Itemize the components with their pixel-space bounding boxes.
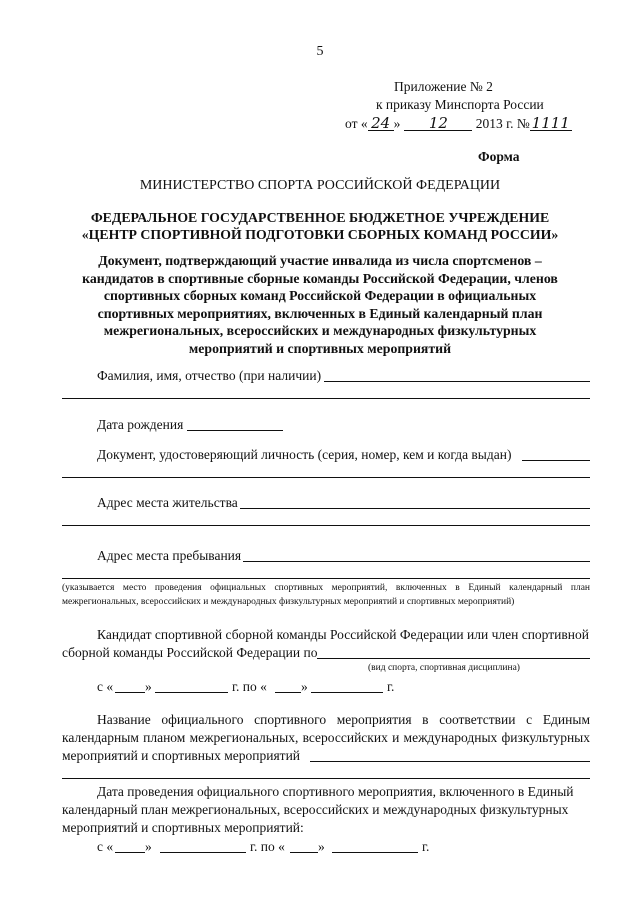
date-prefix: от « [345,116,368,131]
full-name-label: Фамилия, имя, отчество (при наличии) [97,368,322,383]
event-to-prefix: г. по « [250,839,285,854]
institution-line-2: «ЦЕНТР СПОРТИВНОЙ ПОДГОТОВКИ СБОРНЫХ КОМАНД РОССИИ» [81,227,559,242]
institution-line-1: ФЕДЕРАЛЬНОЕ ГОСУДАРСТВЕННОЕ БЮДЖЕТНОЕ УЧРЕЖДЕНИЕ [90,210,550,225]
date-quote: » [393,116,401,131]
full-name-field-continued[interactable] [62,398,590,399]
event-name-field-continued[interactable] [62,778,590,779]
event-from-quote: » [145,839,152,854]
sport-discipline-caption: (вид спорта, спортивная дисциплина) [368,663,520,673]
event-to-month-field[interactable] [332,852,418,853]
date-day: 24 [368,116,394,131]
event-name-line-1: Название официального спортивного мероприятия в соответствии с Единым [97,712,590,727]
candidate-line-1: Кандидат спортивной сборной команды Российской Федерации или член спортивной [97,627,589,642]
full-name-field[interactable] [324,381,590,382]
event-from-day-field[interactable] [115,852,145,853]
stay-note-line-1: (указывается место проведения официальных спортивных мероприятий, включенных в Единый календарный план [62,583,590,593]
doc-title-line: межрегиональных, всероссийских и международных физкультурных [103,323,537,338]
candidate-from-day-field[interactable] [115,692,145,693]
event-date-line-2: календарный план межрегиональных, всероссийских и международных физкультурных [62,802,569,817]
birth-date-field[interactable] [187,430,283,431]
page-number: 5 [316,44,324,59]
stay-field[interactable] [243,561,590,562]
event-to-quote: » [318,839,325,854]
appendix-line-1: Приложение № 2 [394,79,493,94]
doc-title-line: спортивных мероприятиях, включенных в Единый календарный план [97,306,543,321]
id-document-label: Документ, удостоверяющий личность (серия, номер, кем и когда выдан) [97,447,512,462]
form-label: Форма [478,149,520,164]
birth-date-label: Дата рождения [97,417,184,432]
residence-field[interactable] [240,508,590,509]
event-name-field[interactable] [310,761,590,762]
candidate-to-prefix: г. по « [232,679,267,694]
sport-discipline-field[interactable] [317,658,590,659]
event-year-suffix: г. [422,839,430,854]
event-name-line-3: мероприятий и спортивных мероприятий [62,748,301,763]
ministry-title: МИНИСТЕРСТВО СПОРТА РОССИЙСКОЙ ФЕДЕРАЦИИ [139,178,501,193]
event-from-prefix: с « [97,839,114,854]
candidate-from-month-field[interactable] [155,692,228,693]
residence-label: Адрес места жительства [97,495,238,510]
stay-field-continued[interactable] [62,578,590,579]
event-date-line-1: Дата проведения официального спортивного мероприятия, включенного в Единый [97,784,574,799]
stay-note-line-2: межрегиональных, всероссийских и международных физкультурных мероприятий и спортивных мероприятий) [62,597,515,607]
event-name-line-2: календарным планом межрегиональных, всероссийских и международных физкультурных [62,730,590,745]
residence-field-continued[interactable] [62,525,590,526]
doc-title-line: кандидатов в спортивные сборные команды Российской Федерации, членов [82,271,558,286]
candidate-line-2: сборной команды Российской Федерации по [62,645,318,660]
candidate-to-quote: » [301,679,308,694]
appendix-line-2: к приказу Минспорта России [376,97,544,112]
id-document-field[interactable] [522,460,590,461]
candidate-to-month-field[interactable] [311,692,383,693]
date-month: 12 [404,116,472,131]
doc-title-line: Документ, подтверждающий участие инвалида из числа спортсменов – [98,253,542,268]
event-from-month-field[interactable] [160,852,246,853]
event-to-day-field[interactable] [290,852,318,853]
id-document-field-continued[interactable] [62,477,590,478]
doc-title-line: мероприятий и спортивных мероприятий [188,341,452,356]
candidate-to-day-field[interactable] [275,692,301,693]
doc-title-line: спортивных сборных команд Российской Федерации в официальных [103,288,537,303]
candidate-from-quote: » [145,679,152,694]
stay-label: Адрес места пребывания [97,548,242,563]
order-number: 1111 [531,114,570,132]
event-date-line-3: мероприятий и спортивных мероприятий: [62,820,304,835]
candidate-from-prefix: с « [97,679,114,694]
appendix-date [345,115,572,133]
candidate-year-suffix: г. [387,679,395,694]
date-year: 2013 г. № [475,116,530,131]
